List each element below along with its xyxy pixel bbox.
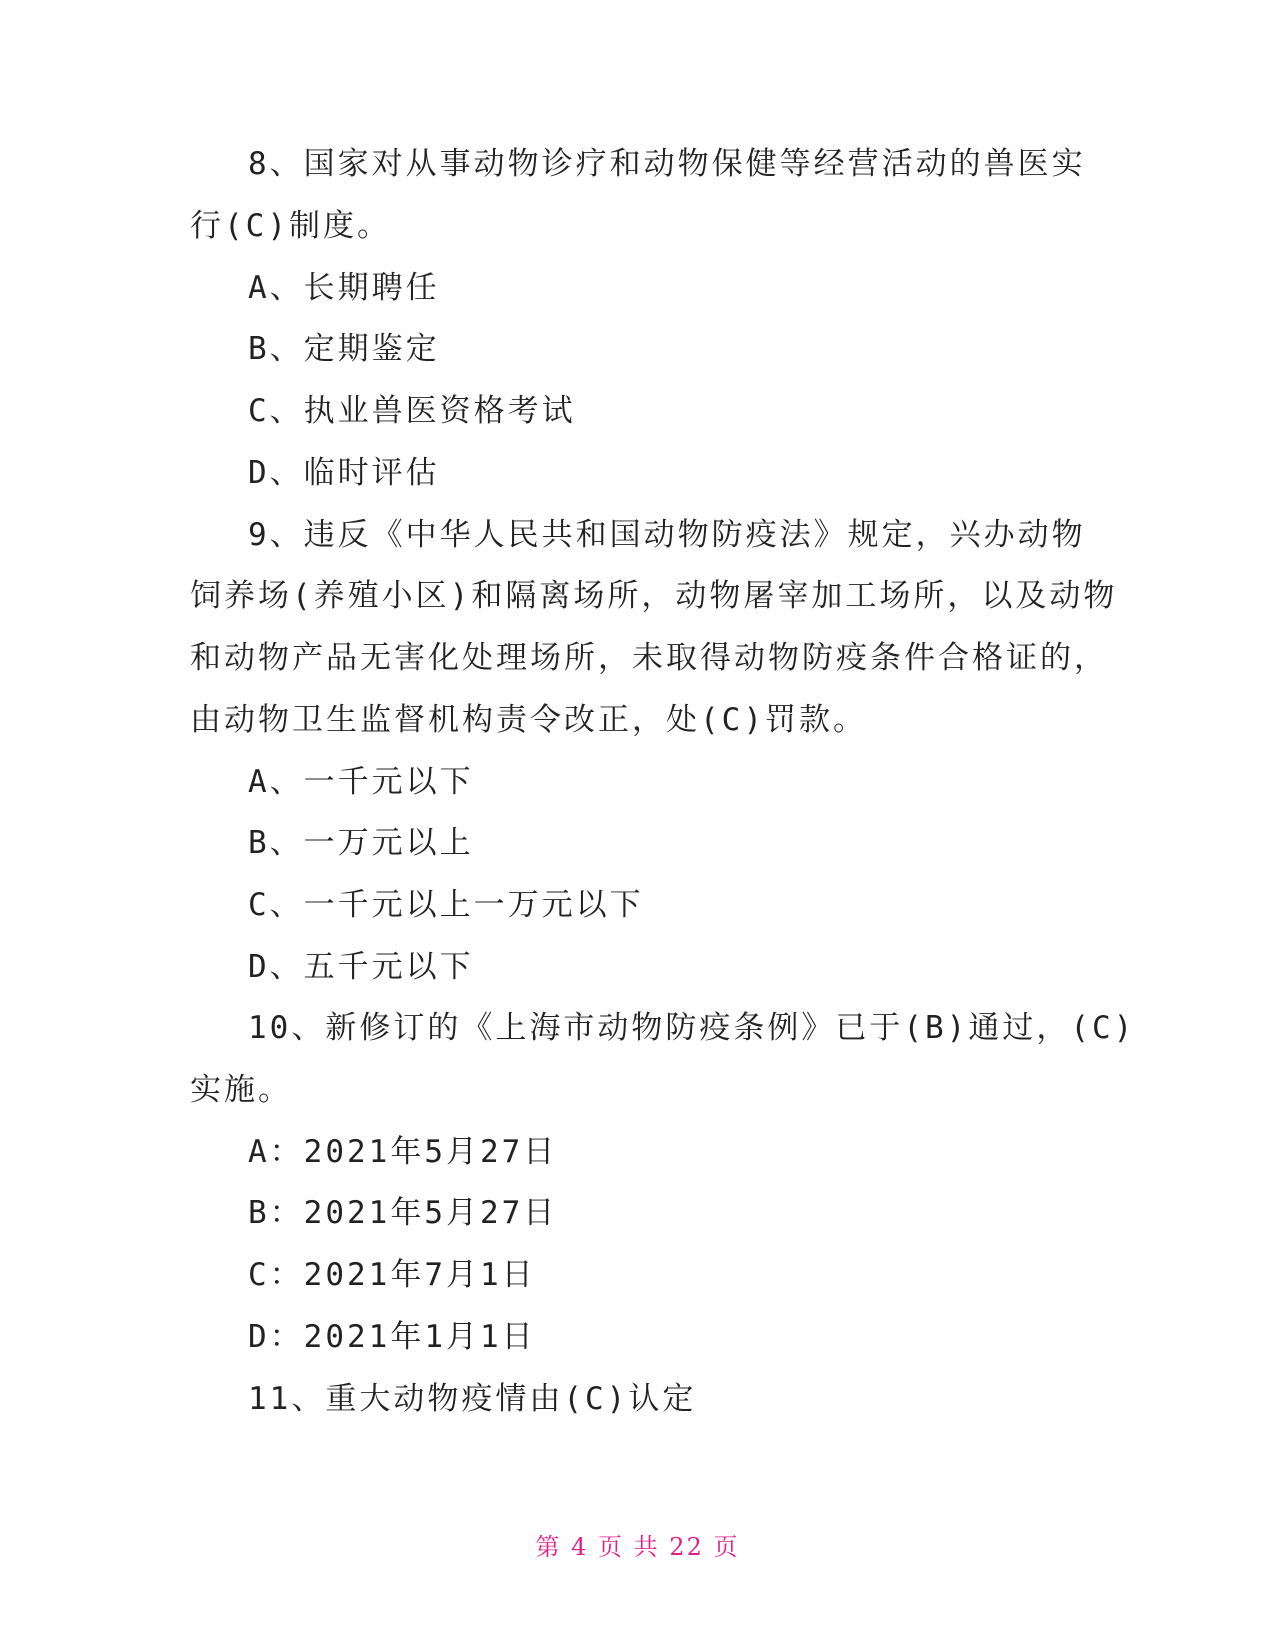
question-8-option-a: A、长期聘任 bbox=[248, 270, 440, 306]
question-9-option-c: C、一千元以上一万元以下 bbox=[248, 887, 644, 923]
question-10-option-c: C：2021年7月1日 bbox=[248, 1257, 536, 1293]
question-10-option-d: D：2021年1月1日 bbox=[248, 1319, 536, 1355]
question-10-option-a: A：2021年5月27日 bbox=[248, 1134, 558, 1170]
question-8-stem-line-1: 8、国家对从事动物诊疗和动物保健等经营活动的兽医实 bbox=[248, 146, 1086, 182]
question-9-stem-line-1: 9、违反《中华人民共和国动物防疫法》规定，兴办动物 bbox=[248, 517, 1086, 553]
question-9-option-d: D、五千元以下 bbox=[248, 949, 474, 985]
question-8-stem-line-2: 行(C)制度。 bbox=[190, 208, 391, 244]
question-9-option-b: B、一万元以上 bbox=[248, 825, 474, 861]
question-8-option-d: D、临时评估 bbox=[248, 455, 440, 491]
question-10-stem-line-2: 实施。 bbox=[190, 1072, 292, 1108]
question-9-stem-line-3: 和动物产品无害化处理场所，未取得动物防疫条件合格证的， bbox=[190, 640, 1108, 676]
question-9-option-a: A、一千元以下 bbox=[248, 764, 474, 800]
question-10-option-b: B：2021年5月27日 bbox=[248, 1195, 558, 1231]
question-9-stem-line-4: 由动物卫生监督机构责令改正，处(C)罚款。 bbox=[190, 702, 867, 738]
question-11-stem-line-1: 11、重大动物疫情由(C)认定 bbox=[248, 1381, 697, 1417]
question-8-option-c: C、执业兽医资格考试 bbox=[248, 393, 576, 429]
question-8-option-b: B、定期鉴定 bbox=[248, 331, 440, 367]
question-10-stem-line-1: 10、新修订的《上海市动物防疫条例》已于(B)通过，(C) bbox=[248, 1010, 1136, 1046]
question-9-stem-line-2: 饲养场(养殖小区)和隔离场所，动物屠宰加工场所，以及动物 bbox=[190, 578, 1118, 614]
page-number-footer: 第 4 页 共 22 页 bbox=[535, 1533, 740, 1561]
